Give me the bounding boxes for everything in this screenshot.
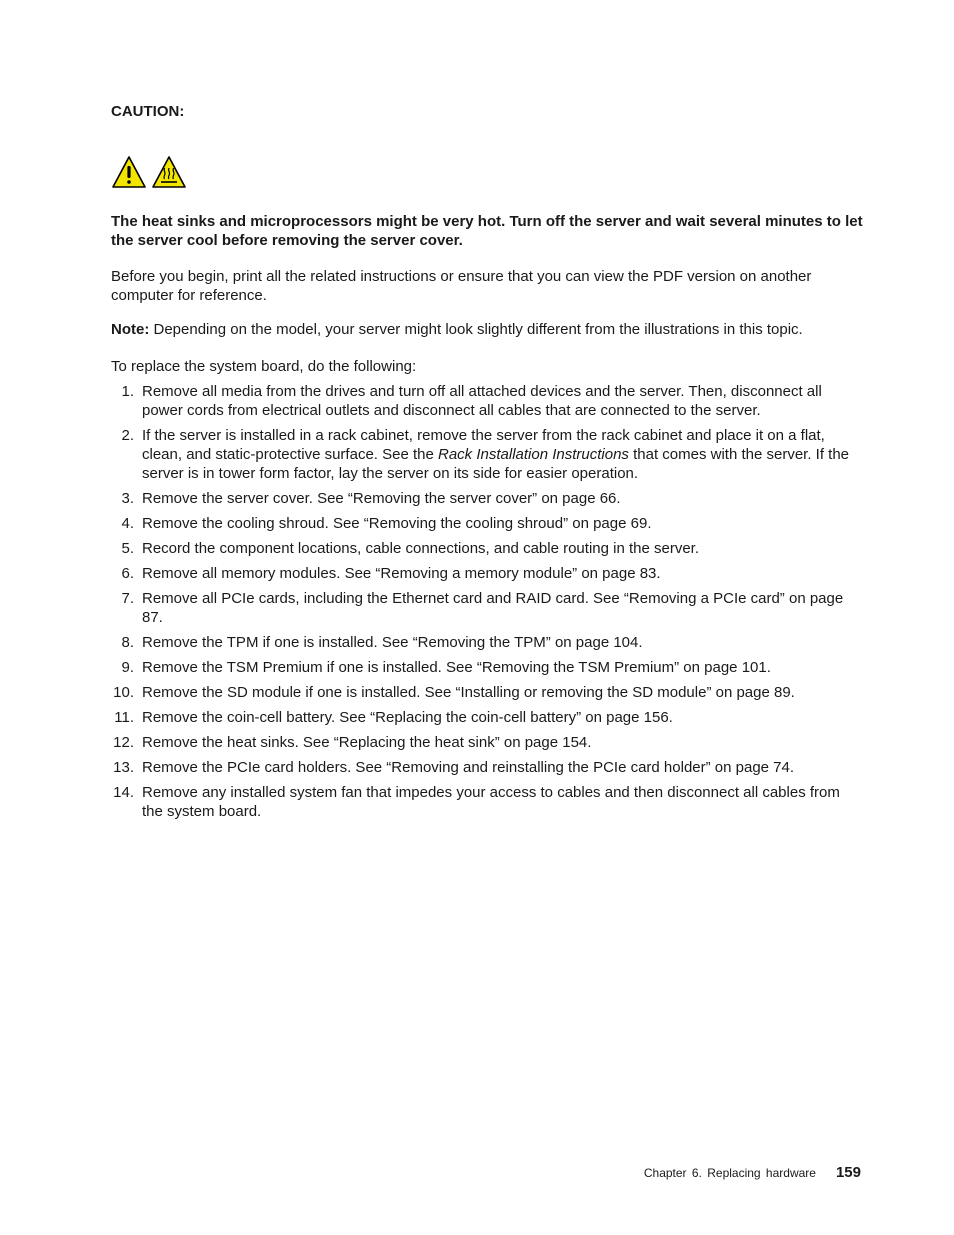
general-warning-icon [111, 155, 147, 191]
step-item: 8. Remove the TPM if one is installed. See “Removing the TPM” on page 104. [121, 634, 643, 651]
step-item: 11. Remove the coin-cell battery. See “Replacing the coin-cell battery” on page 156. [114, 709, 673, 726]
step-item: 13. Remove the PCIe card holders. See “Removing and reinstalling the PCIe card holder” on page 74. [113, 759, 795, 776]
step-item: 7. Remove all PCIe cards, including the Ethernet card and RAID card. See “Removing a PCIe card” on page 87. [121, 590, 844, 626]
procedure-lead: To replace the system board, do the following: [111, 358, 417, 375]
note-text: Depending on the model, your server might look slightly different from the illustrations in this topic. [149, 321, 803, 338]
step-item: 6. Remove all memory modules. See “Removing a memory module” on page 83. [121, 565, 661, 582]
caution-icons [111, 155, 863, 191]
page-number: 159 [835, 1164, 861, 1181]
rack-installation-title: Rack Installation Instructions [438, 446, 629, 463]
step-item: 9. Remove the TSM Premium if one is installed. See “Removing the TSM Premium” on page 101. [121, 659, 771, 676]
step-item: 5. Record the component locations, cable connections, and cable routing in the server. [121, 540, 700, 557]
note-label: Note: [111, 321, 150, 338]
page-footer [637, 1163, 861, 1183]
step-item: 10. Remove the SD module if one is installed. See “Installing or removing the SD module” on page 89. [113, 684, 795, 701]
caution-warning-text: The heat sinks and microprocessors might be very hot. Turn off the server and wait several minutes to let the server cool before removing the server cover. [111, 213, 863, 249]
step-item: 12. Remove the heat sinks. See “Replacing the heat sink” on page 154. [113, 734, 592, 751]
note-paragraph [111, 320, 863, 339]
step-item: 3. Remove the server cover. See “Removing the server cover” on page 66. [121, 490, 621, 507]
step-item: 4. Remove the cooling shroud. See “Removing the cooling shroud” on page 69. [121, 515, 652, 532]
caution-label: CAUTION: [111, 103, 185, 120]
intro-paragraph: Before you begin, print all the related instructions or ensure that you can view the PDF version on another computer for reference. [111, 268, 812, 304]
step-item: 14. Remove any installed system fan that impedes your access to cables and then disconnect all cables from the system board. [113, 784, 840, 820]
page-content [111, 102, 863, 827]
step-item: 1. Remove all media from the drives and turn off all attached devices and the server. Then, disconnect all power cords from electrical outlets and disconnect all cables that are connected to the server. [121, 383, 822, 419]
step-item: 2. If the server is installed in a rack cabinet, remove the server from the rack cabinet and place it on a flat, clean, and static-protective surface. See the Rack Installation Instructions that comes with the server. If the server is in tower form factor, lay the server on its side for easier operation. [121, 427, 850, 482]
procedure-steps [111, 382, 863, 821]
chapter-title: Chapter 6. Replacing hardware [643, 1166, 816, 1180]
hot-surface-icon [151, 155, 187, 191]
